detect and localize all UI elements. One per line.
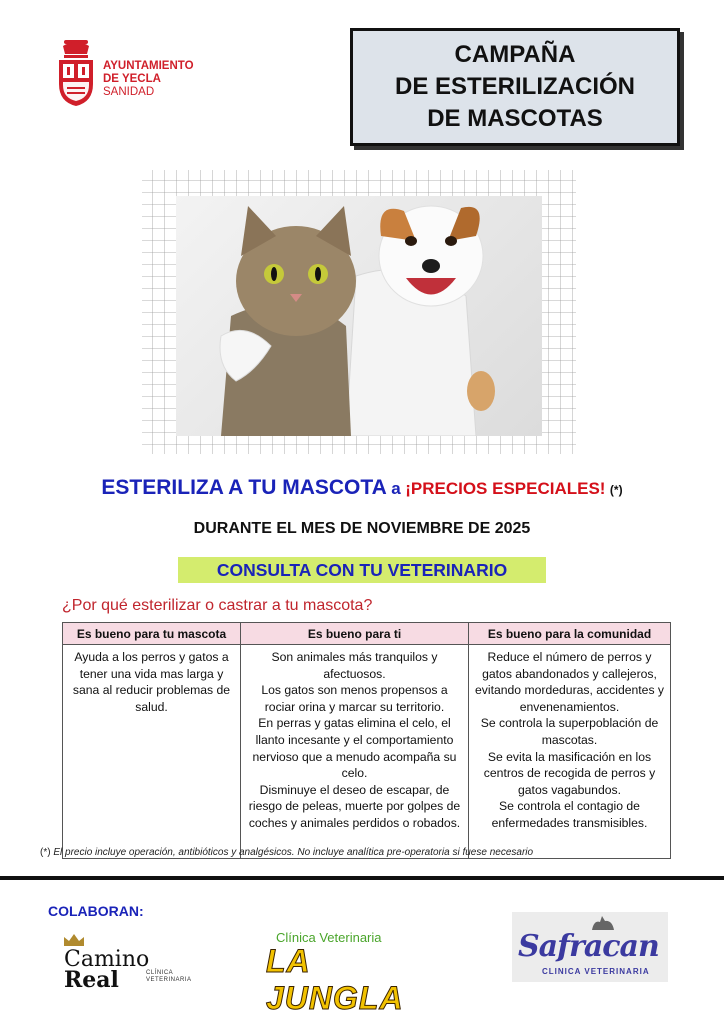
cell-text: Se evita la masificación en los centros de recogida de perros y gatos vagabundos. <box>483 749 656 797</box>
headline-special-prices: ¡PRECIOS ESPECIALES! <box>405 479 606 498</box>
cat-and-dog-photo <box>176 196 542 436</box>
jungla-subtitle: Clínica Veterinaria <box>276 930 382 945</box>
camino-real-subtitle <box>146 970 192 984</box>
crown-icon <box>62 932 86 948</box>
header-community: Es bueno para la comunidad <box>469 623 671 645</box>
campaign-title-box <box>350 28 680 146</box>
title-line-1: CAMPAÑA <box>454 41 576 68</box>
cell-text: En perras y gatas elimina el celo, el llanto incesante y el comportamiento nervioso que a menudo acompaña su celo. <box>252 716 457 781</box>
title-line-3: DE MASCOTAS <box>427 105 603 132</box>
camino-sub-2: VETERINARIA <box>146 977 192 983</box>
divider <box>0 876 724 880</box>
la-jungla-logo <box>262 926 438 1016</box>
org-line-2: DE YECLA <box>103 73 161 85</box>
jungla-name: LA JUNGLA <box>266 943 404 1016</box>
promo-headline <box>0 476 724 500</box>
camino-sub-1: CLÍNICA <box>146 970 174 976</box>
header-pet: Es bueno para tu mascota <box>63 623 241 645</box>
headline-asterisk: (*) <box>609 483 623 497</box>
collaborators-heading: COLABORAN: <box>48 903 144 919</box>
cell-text: Reduce el número de perros y gatos abandonados y callejeros, evitando mordeduras, accidentes y envenenamientos. <box>475 650 665 714</box>
footnote-mark: (*) <box>40 847 51 858</box>
headline-sterilize: ESTERILIZA A TU MASCOTA <box>101 476 387 499</box>
cell-text: Los gatos son menos propensos a rociar orina y marcar su territorio. <box>261 683 448 714</box>
cell-pet <box>63 645 241 859</box>
org-department: SANIDAD <box>103 86 155 98</box>
pets-photo-frame <box>140 168 578 456</box>
camino-line-2: Real <box>64 967 119 993</box>
footnote-text: El precio incluye operación, antibióticos y analgésicos. No incluye analítica pre-operatoria si fuese necesario <box>53 847 534 858</box>
camino-real-name <box>64 947 150 993</box>
table-header-row <box>63 623 671 645</box>
camino-line-1: Camino <box>64 947 150 972</box>
camino-real-logo <box>58 928 208 992</box>
title-line-2: DE ESTERILIZACIÓN <box>394 73 635 100</box>
cell-community <box>469 645 671 859</box>
safracan-logo <box>512 912 668 982</box>
question-heading: ¿Por qué esterilizar o castrar a tu mascota? <box>62 597 373 614</box>
price-footnote <box>40 847 533 858</box>
org-name <box>103 60 194 99</box>
cell-text: Se controla el contagio de enfermedades transmisibles. <box>491 799 648 830</box>
safracan-subtitle: CLINICA VETERINARIA <box>542 967 650 976</box>
cell-text: Son animales más tranquilos y afectuosos. <box>271 650 438 681</box>
headline-connector: a <box>391 479 401 498</box>
cell-text: Ayuda a los perros y gatos a tener una vida mas larga y sana al reducir problemas de salud. <box>72 650 231 714</box>
campaign-dates: DURANTE EL MES DE NOVIEMBRE DE 2025 <box>193 520 531 537</box>
benefits-table <box>62 622 671 859</box>
table-row <box>63 645 671 859</box>
org-line-1: AYUNTAMIENTO <box>103 60 194 72</box>
cell-you <box>241 645 469 859</box>
consult-vet-banner: CONSULTA CON TU VETERINARIO <box>178 557 546 583</box>
cell-text: Se controla la superpoblación de mascotas. <box>480 716 659 747</box>
safracan-name: Safracan <box>518 929 659 964</box>
ayuntamiento-logo <box>55 38 215 110</box>
header-you: Es bueno para ti <box>241 623 469 645</box>
coat-of-arms-icon <box>55 38 97 108</box>
cell-text: Disminuye el deseo de escapar, de riesgo de peleas, muerte por golpes de coches y animales perdidos o robados. <box>248 782 461 830</box>
